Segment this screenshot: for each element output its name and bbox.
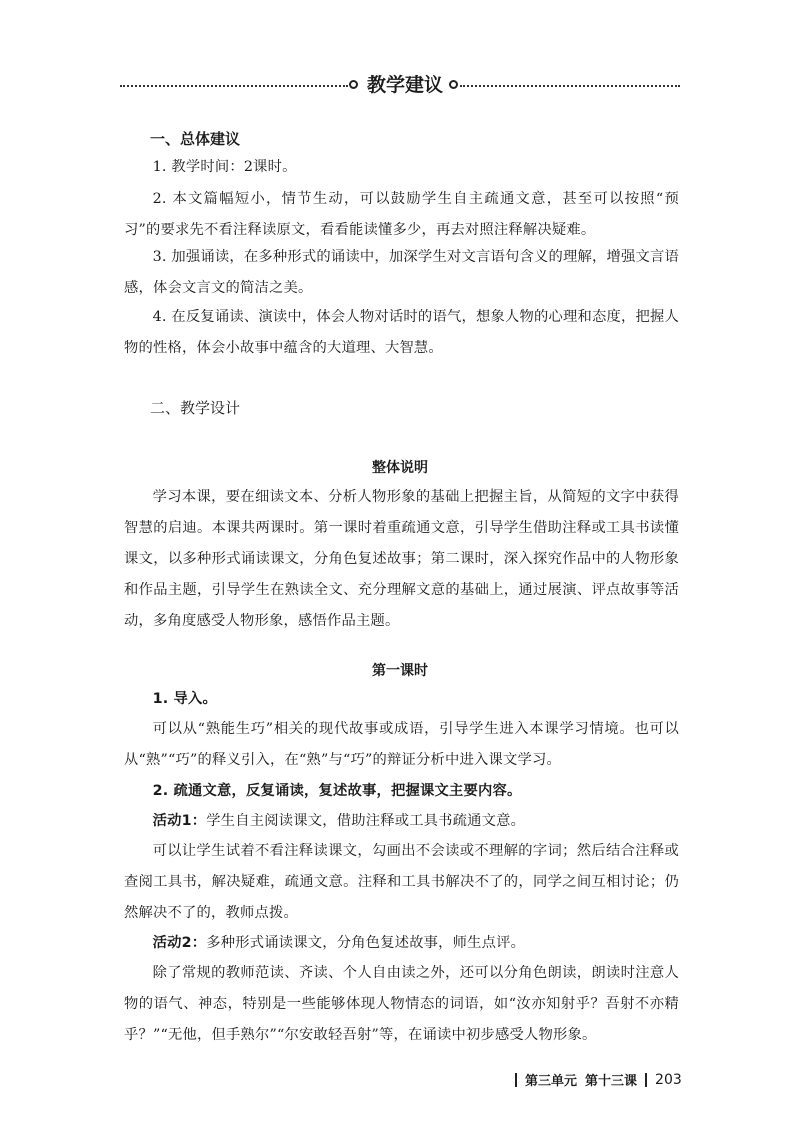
- activity2-line: [124, 928, 679, 959]
- section2-heading: 二、教学设计: [150, 399, 241, 417]
- activity1-line: [124, 806, 679, 837]
- activity2-label: 活动2：: [152, 935, 207, 951]
- section1-heading: 一、总体建议: [150, 130, 241, 148]
- overview-title: 整体说明: [372, 460, 428, 476]
- activity1-text: 可以让学生试着不看注释读课文，勾画出不会读或不理解的字词；然后结合注释或查阅工具书，解决疑难，疏通文意。注释和工具书解决不了的，同学之间互相讨论；仍然解决不了的，教师点拨。: [124, 843, 679, 921]
- step1-text: 可以从“熟能生巧”相关的现代故事或成语，引导学生进入本课学习情境。也可以从“熟”“巧”的释义引入，在“熟”与“巧”的辩证分析中进入课文学习。: [124, 721, 679, 768]
- header-dotted-rule-left: [120, 85, 348, 87]
- footer-divider: [645, 1073, 647, 1087]
- page-footer: [515, 1070, 685, 1089]
- header-circle-right: [449, 80, 458, 89]
- footer-lesson: 第十三课: [585, 1074, 638, 1089]
- step2-heading: 2. 疏通文意，反复诵读，复述故事，把握课文主要内容。: [152, 783, 522, 799]
- section1-item-4: 4. 在反复诵读、演读中，体会人物对话时的语气，想象人物的心理和态度，把握人物的性格，体会小故事中蕴含的大道理、大智慧。: [124, 309, 679, 356]
- activity1-label: 活动1：: [152, 813, 207, 829]
- footer-unit: 第三单元: [525, 1074, 578, 1089]
- overview-text: 学习本课，要在细读文本、分析人物形象的基础上把握主旨，从简短的文字中获得智慧的启迪。本课共两课时。第一课时着重疏通文意，引导学生借助注释或工具书读懂课文，以多种形式诵读课文，分角色复述故事；第二课时，深入探究作品中的人物形象和作品主题，引导学生在熟读全文、充分理解文意的基础上，通过展演、评点故事等活动，多角度感受人物形象，感悟作品主题。: [124, 489, 679, 629]
- activity2-text: 除了常规的教师范读、齐读、个人自由读之外，还可以分角色朗读，朗读时注意人物的语气、神态，特别是一些能够体现人物情态的词语，如“汝亦知射乎？吾射不亦精乎？”“无他，但手熟尔”“尔安敢轻吾射”等，在诵读中初步感受人物形象。: [124, 965, 679, 1043]
- section1-item-2: 2. 本文篇幅短小，情节生动，可以鼓励学生自主疏通文意，甚至可以按照“预习”的要求先不看注释读原文，看看能读懂多少，再去对照注释解决疑难。: [124, 191, 679, 238]
- section1-item-3: 3. 加强诵读，在多种形式的诵读中，加深学生对文言语句含义的理解，增强文言语感，体会文言文的简洁之美。: [124, 249, 679, 296]
- page-number: 203: [655, 1071, 682, 1088]
- page-header: [120, 72, 680, 100]
- lesson1-title: 第一课时: [372, 663, 428, 679]
- header-dotted-rule-right: [460, 85, 680, 87]
- header-title: 教学建议: [366, 74, 443, 96]
- activity1-title: 学生自主阅读课文，借助注释或工具书疏通文意。: [206, 813, 526, 829]
- activity2-title: 多种形式诵读课文，分角色复述故事，师生点评。: [206, 935, 526, 951]
- section1-item-1: 1. 教学时间：2课时。: [152, 159, 297, 175]
- footer-divider: [515, 1073, 517, 1087]
- header-circle-left: [349, 80, 358, 89]
- step1-heading: 1. 导入。: [152, 691, 218, 707]
